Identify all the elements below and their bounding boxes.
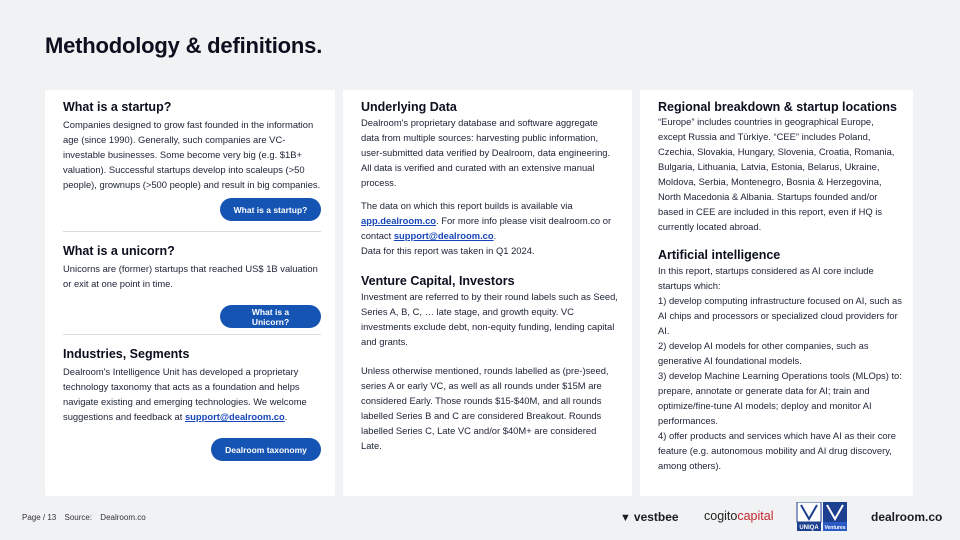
page-title: Methodology & definitions. xyxy=(45,33,323,58)
regional-heading: Regional breakdown & startup locations xyxy=(658,100,897,114)
ai-item: 2) develop AI models for other companies, such as generative AI foundational models. xyxy=(658,340,869,366)
section-ai xyxy=(658,248,903,473)
industries-heading: Industries, Segments xyxy=(63,347,190,361)
page-number: Page / 13 xyxy=(22,513,57,522)
divider xyxy=(63,334,321,335)
industries-period: . xyxy=(284,411,288,422)
card-definitions xyxy=(45,90,335,496)
section-unicorn xyxy=(63,244,321,328)
section-startup xyxy=(63,100,321,221)
cogito-text: cogito xyxy=(704,509,738,523)
uniqa-text: UNIQA xyxy=(799,525,819,531)
ai-item: 4) offer products and services which have AI as their core feature (e.g. autonomous mobility and AI drug discovery, among others). xyxy=(658,430,896,471)
ai-item: 3) develop Machine Learning Operations tools (MLOps) to: prepare, annotate or generate data for AI; train and optimize/fine-tune AI models; deploy and monitor AI performances. xyxy=(658,370,902,426)
underlying-availability xyxy=(361,198,618,258)
vc-body-2: Unless otherwise mentioned, rounds labelled as (pre-)seed, series A or early VC, as well as all rounds under $15M are considered Early. Those rounds $15-$40M, and all rounds labelled Series B and C are considered Breakout. Rounds labelled Series C, Late VC and/or $40M+ are considered Late. xyxy=(361,365,609,451)
support-email-link[interactable]: support@dealroom.co xyxy=(184,411,285,422)
divider xyxy=(63,231,321,232)
app-dealroom-link[interactable]: app.dealroom.co xyxy=(361,215,437,226)
section-industries xyxy=(63,347,321,461)
card-regions-ai xyxy=(640,90,913,496)
what-is-startup-button[interactable]: What is a startup? xyxy=(220,198,321,221)
underlying-body: Dealroom's proprietary database and software aggregate data from multiple sources: harvesting public information, user-submitted data verified by Dealroom, data engineering. All data is verified and curated with an extensive manual process. xyxy=(361,117,611,188)
startup-heading: What is a startup? xyxy=(63,100,172,114)
unicorn-body: Unicorns are (former) startups that reached US$ 1B valuation or exit at one point in time. xyxy=(63,263,318,289)
cogito-capital-logo xyxy=(704,509,774,523)
underlying-heading: Underlying Data xyxy=(361,100,457,114)
dealroom-logo: dealroom.co xyxy=(871,510,943,524)
what-is-unicorn-button[interactable]: What is a Unicorn? xyxy=(220,305,321,328)
vestbee-logo xyxy=(620,510,679,524)
ai-item: 1) develop computing infrastructure focused on AI, such as AI chips and processors or specialized cloud providers for AI. xyxy=(658,295,902,336)
vestbee-mark-icon: ▼ xyxy=(620,512,631,524)
vc-body-1: Investment are referred to by their round labels such as Seed, Series A, B, C, … late stage, and growth equity. VC investments exclude debt, non-equity funding, lending capital and grants. xyxy=(361,291,618,347)
uniqa-ventures-logo xyxy=(795,502,851,530)
vc-heading: Venture Capital, Investors xyxy=(361,274,515,288)
industries-text: Dealroom's Intelligence Unit has developed a proprietary technology taxonomy that acts as a foundation and helps navigate existing and emerging technologies. We welcome suggestions and feedback at xyxy=(63,366,307,422)
industries-body xyxy=(63,364,321,424)
vestbee-logo-text: vestbee xyxy=(633,510,679,524)
capital-text: capital xyxy=(737,509,774,523)
contact-text: . For more info please visit dealroom.co or contact xyxy=(361,215,612,241)
uniqa-logo-icon xyxy=(795,502,851,532)
contact-period: . xyxy=(493,230,497,241)
ventures-text: Ventures xyxy=(824,525,846,531)
startup-body: Companies designed to grow fast founded in the information age (since 1990). Generally, such companies are VC-investable businesses. Some become very big (e.g. $1B+ valuation). Successful startups develop into scaleups (>50 people), grownups (>500 people) and result in big companies. xyxy=(63,119,321,190)
unicorn-heading: What is a unicorn? xyxy=(63,244,175,258)
data-date-text: Data for this report was taken in Q1 2024. xyxy=(361,245,535,256)
ai-intro: In this report, startups considered as AI core include startups which: xyxy=(658,265,874,291)
section-regional xyxy=(658,100,903,234)
regional-body: “Europe” includes countries in geographical Europe, except Russia and Türkiye. “CEE” includes Poland, Czechia, Slovakia, Hungary, Slovenia, Croatia, Romania, Bulgaria, Lithuania, Latvia, Estonia, Belarus, Ukraine, Moldova, Serbia, Montenegro, Bosnia & Herzegovina, North Macedonia & Albania. Startups founded and/or based in CEE are included in this report, even if HQ is currently located abroad. xyxy=(658,116,895,232)
section-vc xyxy=(361,274,618,453)
ai-heading: Artificial intelligence xyxy=(658,248,781,262)
availability-text: The data on which this report builds is available via xyxy=(361,200,573,211)
footer-text xyxy=(22,513,152,522)
footer xyxy=(0,502,960,540)
dealroom-taxonomy-button[interactable]: Dealroom taxonomy xyxy=(211,438,321,461)
card-data xyxy=(343,90,632,496)
section-underlying-data xyxy=(361,100,618,258)
source-value: Dealroom.co xyxy=(100,513,146,522)
source-label: Source: xyxy=(64,513,93,522)
support-email-link[interactable]: support@dealroom.co xyxy=(393,230,494,241)
